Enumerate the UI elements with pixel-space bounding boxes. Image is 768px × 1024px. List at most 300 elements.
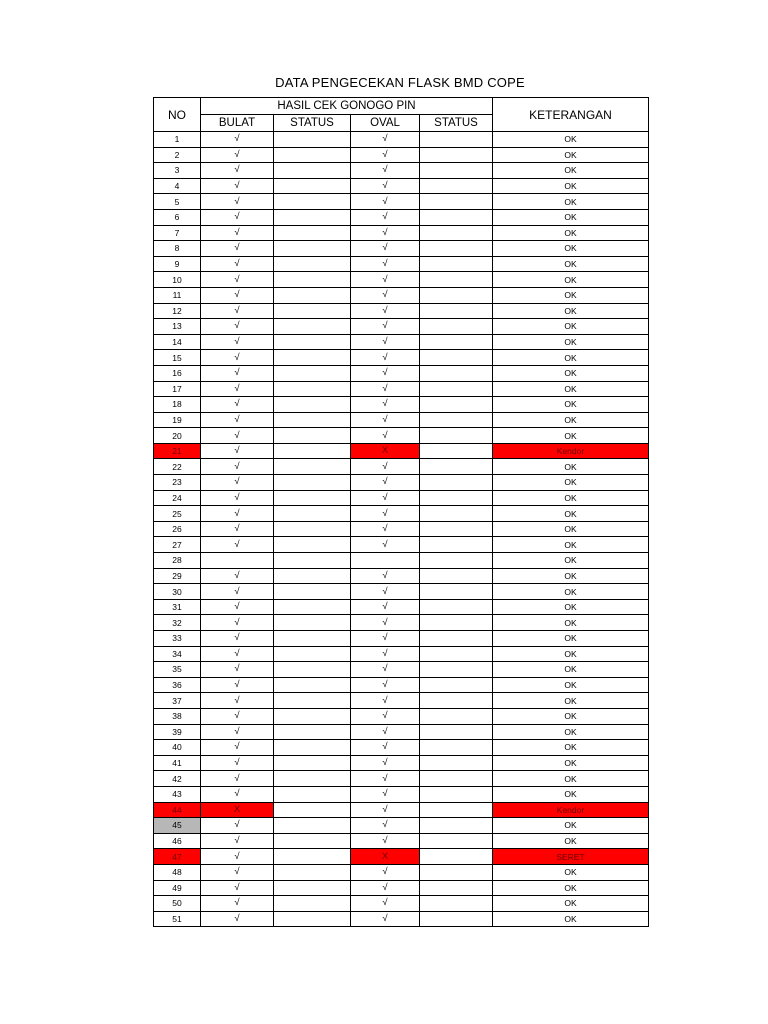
cell-status-oval <box>420 833 493 849</box>
table-row <box>154 662 649 678</box>
cell-no: 44 <box>154 802 201 818</box>
cell-no: 1 <box>154 132 201 148</box>
cell-no: 36 <box>154 677 201 693</box>
cell-status-oval <box>420 724 493 740</box>
cell-bulat: √ <box>201 724 274 740</box>
cell-status-oval <box>420 490 493 506</box>
cell-status-bulat <box>274 646 351 662</box>
cell-no: 9 <box>154 256 201 272</box>
cell-keterangan: OK <box>493 287 649 303</box>
cell-no: 33 <box>154 631 201 647</box>
cell-status-bulat <box>274 693 351 709</box>
header-group: HASIL CEK GONOGO PIN <box>201 98 493 115</box>
cell-status-bulat <box>274 506 351 522</box>
cell-status-oval <box>420 319 493 335</box>
cell-bulat: √ <box>201 225 274 241</box>
cell-oval: √ <box>351 771 420 787</box>
cell-oval: √ <box>351 880 420 896</box>
table-row <box>154 256 649 272</box>
flask-check-table <box>153 97 649 927</box>
cell-no: 29 <box>154 568 201 584</box>
cell-oval: √ <box>351 833 420 849</box>
cell-keterangan: OK <box>493 599 649 615</box>
cell-no: 51 <box>154 911 201 927</box>
cell-keterangan: OK <box>493 521 649 537</box>
cell-bulat: √ <box>201 178 274 194</box>
cell-keterangan: OK <box>493 381 649 397</box>
table-row <box>154 849 649 865</box>
table-row <box>154 132 649 148</box>
cell-bulat: √ <box>201 287 274 303</box>
cell-status-bulat <box>274 521 351 537</box>
cell-keterangan: OK <box>493 209 649 225</box>
cell-bulat: X <box>201 802 274 818</box>
cell-status-bulat <box>274 490 351 506</box>
cell-status-oval <box>420 771 493 787</box>
cell-status-bulat <box>274 475 351 491</box>
cell-bulat: √ <box>201 256 274 272</box>
table-row <box>154 693 649 709</box>
cell-no: 3 <box>154 163 201 179</box>
cell-status-oval <box>420 584 493 600</box>
table-row <box>154 225 649 241</box>
cell-status-bulat <box>274 428 351 444</box>
table-row <box>154 802 649 818</box>
table-row <box>154 397 649 413</box>
cell-no: 7 <box>154 225 201 241</box>
cell-keterangan: OK <box>493 178 649 194</box>
cell-status-bulat <box>274 163 351 179</box>
header-status-oval: STATUS <box>420 115 493 132</box>
cell-no: 38 <box>154 708 201 724</box>
table-row <box>154 646 649 662</box>
cell-keterangan: OK <box>493 631 649 647</box>
cell-status-oval <box>420 381 493 397</box>
cell-no: 13 <box>154 319 201 335</box>
cell-keterangan: OK <box>493 568 649 584</box>
table-row <box>154 864 649 880</box>
cell-keterangan: OK <box>493 911 649 927</box>
cell-bulat: √ <box>201 241 274 257</box>
cell-status-bulat <box>274 350 351 366</box>
cell-bulat: √ <box>201 365 274 381</box>
table-row <box>154 631 649 647</box>
cell-keterangan: OK <box>493 662 649 678</box>
cell-status-bulat <box>274 397 351 413</box>
cell-no: 18 <box>154 397 201 413</box>
table-row <box>154 241 649 257</box>
cell-bulat: √ <box>201 412 274 428</box>
table-row <box>154 755 649 771</box>
cell-status-oval <box>420 677 493 693</box>
cell-no: 12 <box>154 303 201 319</box>
cell-bulat: √ <box>201 428 274 444</box>
cell-no: 40 <box>154 740 201 756</box>
cell-oval: √ <box>351 381 420 397</box>
cell-keterangan: OK <box>493 334 649 350</box>
cell-status-oval <box>420 287 493 303</box>
cell-keterangan: OK <box>493 147 649 163</box>
cell-status-bulat <box>274 896 351 912</box>
cell-no: 22 <box>154 459 201 475</box>
cell-keterangan: OK <box>493 319 649 335</box>
cell-no: 14 <box>154 334 201 350</box>
cell-no: 32 <box>154 615 201 631</box>
cell-bulat: √ <box>201 459 274 475</box>
cell-oval: √ <box>351 194 420 210</box>
cell-bulat: √ <box>201 506 274 522</box>
cell-bulat: √ <box>201 833 274 849</box>
cell-oval: √ <box>351 365 420 381</box>
cell-bulat: √ <box>201 631 274 647</box>
table-row <box>154 708 649 724</box>
cell-oval: √ <box>351 584 420 600</box>
cell-status-bulat <box>274 615 351 631</box>
cell-status-oval <box>420 178 493 194</box>
cell-status-bulat <box>274 443 351 459</box>
cell-keterangan: OK <box>493 755 649 771</box>
cell-no: 35 <box>154 662 201 678</box>
cell-status-oval <box>420 849 493 865</box>
cell-keterangan: OK <box>493 708 649 724</box>
cell-oval: √ <box>351 272 420 288</box>
cell-status-bulat <box>274 724 351 740</box>
cell-bulat: √ <box>201 755 274 771</box>
cell-status-oval <box>420 662 493 678</box>
cell-bulat: √ <box>201 132 274 148</box>
cell-status-oval <box>420 428 493 444</box>
cell-keterangan: OK <box>493 818 649 834</box>
cell-bulat: √ <box>201 303 274 319</box>
cell-oval: √ <box>351 802 420 818</box>
cell-status-bulat <box>274 132 351 148</box>
cell-status-bulat <box>274 287 351 303</box>
cell-keterangan: OK <box>493 693 649 709</box>
table-row <box>154 771 649 787</box>
cell-keterangan: OK <box>493 584 649 600</box>
cell-status-bulat <box>274 677 351 693</box>
cell-bulat: √ <box>201 272 274 288</box>
cell-status-oval <box>420 896 493 912</box>
cell-status-oval <box>420 864 493 880</box>
cell-oval: √ <box>351 786 420 802</box>
cell-status-bulat <box>274 662 351 678</box>
cell-oval: √ <box>351 537 420 553</box>
cell-keterangan: OK <box>493 740 649 756</box>
cell-status-oval <box>420 506 493 522</box>
cell-oval: X <box>351 849 420 865</box>
cell-status-bulat <box>274 740 351 756</box>
table-row <box>154 334 649 350</box>
cell-keterangan: OK <box>493 833 649 849</box>
cell-keterangan: Kendor <box>493 443 649 459</box>
cell-status-bulat <box>274 631 351 647</box>
cell-keterangan: OK <box>493 771 649 787</box>
table-row <box>154 896 649 912</box>
cell-oval: √ <box>351 708 420 724</box>
cell-keterangan: OK <box>493 163 649 179</box>
cell-no: 11 <box>154 287 201 303</box>
cell-keterangan: OK <box>493 896 649 912</box>
cell-status-oval <box>420 537 493 553</box>
cell-no: 27 <box>154 537 201 553</box>
cell-keterangan: OK <box>493 428 649 444</box>
cell-status-oval <box>420 412 493 428</box>
cell-status-bulat <box>274 381 351 397</box>
cell-oval: √ <box>351 163 420 179</box>
cell-oval: √ <box>351 428 420 444</box>
cell-status-oval <box>420 786 493 802</box>
cell-bulat: √ <box>201 568 274 584</box>
cell-status-oval <box>420 365 493 381</box>
cell-status-bulat <box>274 864 351 880</box>
cell-oval: √ <box>351 677 420 693</box>
table-row <box>154 818 649 834</box>
cell-oval: √ <box>351 646 420 662</box>
table-row <box>154 428 649 444</box>
cell-bulat: √ <box>201 740 274 756</box>
cell-oval: √ <box>351 818 420 834</box>
table-row <box>154 568 649 584</box>
cell-bulat: √ <box>201 397 274 413</box>
cell-oval: √ <box>351 412 420 428</box>
cell-keterangan: OK <box>493 677 649 693</box>
cell-status-bulat <box>274 802 351 818</box>
cell-oval: √ <box>351 319 420 335</box>
cell-keterangan: OK <box>493 241 649 257</box>
table-row <box>154 833 649 849</box>
cell-status-bulat <box>274 272 351 288</box>
page-title: DATA PENGECEKAN FLASK BMD COPE <box>275 75 525 90</box>
cell-bulat: √ <box>201 443 274 459</box>
cell-status-bulat <box>274 755 351 771</box>
table-row <box>154 537 649 553</box>
cell-keterangan: OK <box>493 646 649 662</box>
cell-status-bulat <box>274 849 351 865</box>
cell-no: 4 <box>154 178 201 194</box>
cell-oval: √ <box>351 256 420 272</box>
header-no: NO <box>154 98 201 132</box>
cell-bulat: √ <box>201 475 274 491</box>
cell-bulat: √ <box>201 599 274 615</box>
cell-bulat: √ <box>201 209 274 225</box>
cell-oval: √ <box>351 755 420 771</box>
table-row <box>154 272 649 288</box>
cell-keterangan: OK <box>493 194 649 210</box>
cell-status-bulat <box>274 708 351 724</box>
table-row <box>154 677 649 693</box>
cell-no: 8 <box>154 241 201 257</box>
cell-keterangan: OK <box>493 506 649 522</box>
table-row <box>154 740 649 756</box>
cell-oval: √ <box>351 740 420 756</box>
cell-no: 43 <box>154 786 201 802</box>
cell-no: 6 <box>154 209 201 225</box>
cell-oval: √ <box>351 147 420 163</box>
cell-status-bulat <box>274 334 351 350</box>
cell-oval: √ <box>351 178 420 194</box>
cell-bulat: √ <box>201 537 274 553</box>
cell-oval: √ <box>351 225 420 241</box>
cell-bulat: √ <box>201 381 274 397</box>
cell-no: 5 <box>154 194 201 210</box>
table-row <box>154 178 649 194</box>
cell-status-bulat <box>274 459 351 475</box>
table-row <box>154 599 649 615</box>
cell-bulat: √ <box>201 615 274 631</box>
cell-oval: √ <box>351 490 420 506</box>
cell-status-bulat <box>274 225 351 241</box>
table-row <box>154 147 649 163</box>
cell-status-bulat <box>274 818 351 834</box>
cell-no: 21 <box>154 443 201 459</box>
table-row <box>154 615 649 631</box>
cell-no: 42 <box>154 771 201 787</box>
cell-oval: √ <box>351 303 420 319</box>
cell-oval: √ <box>351 631 420 647</box>
cell-keterangan: Kendor <box>493 802 649 818</box>
cell-status-bulat <box>274 147 351 163</box>
cell-oval: √ <box>351 724 420 740</box>
cell-bulat: √ <box>201 693 274 709</box>
cell-bulat: √ <box>201 880 274 896</box>
cell-oval: √ <box>351 334 420 350</box>
cell-status-oval <box>420 475 493 491</box>
table-row <box>154 553 649 569</box>
cell-status-bulat <box>274 241 351 257</box>
cell-no: 37 <box>154 693 201 709</box>
table-row <box>154 303 649 319</box>
cell-bulat: √ <box>201 334 274 350</box>
table-row <box>154 521 649 537</box>
header-status-bulat: STATUS <box>274 115 351 132</box>
cell-oval: X <box>351 443 420 459</box>
table-row <box>154 911 649 927</box>
cell-status-oval <box>420 631 493 647</box>
cell-status-oval <box>420 553 493 569</box>
cell-no: 45 <box>154 818 201 834</box>
cell-status-bulat <box>274 537 351 553</box>
cell-keterangan: OK <box>493 553 649 569</box>
cell-status-oval <box>420 350 493 366</box>
cell-no: 26 <box>154 521 201 537</box>
cell-no: 46 <box>154 833 201 849</box>
cell-status-bulat <box>274 412 351 428</box>
cell-no: 20 <box>154 428 201 444</box>
cell-keterangan: OK <box>493 132 649 148</box>
cell-keterangan: OK <box>493 365 649 381</box>
cell-keterangan: SERET <box>493 849 649 865</box>
cell-bulat: √ <box>201 521 274 537</box>
cell-keterangan: OK <box>493 225 649 241</box>
table-row <box>154 880 649 896</box>
cell-no: 49 <box>154 880 201 896</box>
table-row <box>154 459 649 475</box>
cell-oval: √ <box>351 459 420 475</box>
cell-status-bulat <box>274 833 351 849</box>
cell-bulat: √ <box>201 163 274 179</box>
table-row <box>154 209 649 225</box>
cell-no: 31 <box>154 599 201 615</box>
cell-oval: √ <box>351 911 420 927</box>
cell-status-oval <box>420 802 493 818</box>
cell-status-oval <box>420 303 493 319</box>
cell-no: 25 <box>154 506 201 522</box>
cell-status-oval <box>420 459 493 475</box>
cell-keterangan: OK <box>493 490 649 506</box>
cell-status-oval <box>420 163 493 179</box>
cell-bulat: √ <box>201 896 274 912</box>
cell-status-bulat <box>274 209 351 225</box>
cell-status-bulat <box>274 178 351 194</box>
cell-oval: √ <box>351 599 420 615</box>
cell-status-oval <box>420 818 493 834</box>
cell-status-oval <box>420 755 493 771</box>
cell-status-oval <box>420 568 493 584</box>
cell-bulat: √ <box>201 771 274 787</box>
cell-oval: √ <box>351 615 420 631</box>
cell-status-oval <box>420 615 493 631</box>
cell-no: 47 <box>154 849 201 865</box>
cell-status-oval <box>420 708 493 724</box>
cell-keterangan: OK <box>493 786 649 802</box>
cell-status-oval <box>420 241 493 257</box>
cell-bulat: √ <box>201 849 274 865</box>
cell-bulat: √ <box>201 677 274 693</box>
cell-bulat: √ <box>201 646 274 662</box>
cell-no: 30 <box>154 584 201 600</box>
cell-bulat: √ <box>201 584 274 600</box>
cell-status-oval <box>420 194 493 210</box>
cell-keterangan: OK <box>493 272 649 288</box>
cell-oval: √ <box>351 568 420 584</box>
cell-keterangan: OK <box>493 537 649 553</box>
cell-no: 41 <box>154 755 201 771</box>
cell-keterangan: OK <box>493 459 649 475</box>
cell-keterangan: OK <box>493 256 649 272</box>
cell-status-bulat <box>274 771 351 787</box>
cell-keterangan: OK <box>493 724 649 740</box>
cell-status-oval <box>420 132 493 148</box>
cell-status-bulat <box>274 786 351 802</box>
cell-oval: √ <box>351 132 420 148</box>
table-row <box>154 475 649 491</box>
cell-status-oval <box>420 272 493 288</box>
cell-no: 24 <box>154 490 201 506</box>
header-keterangan: KETERANGAN <box>493 98 649 132</box>
cell-no: 39 <box>154 724 201 740</box>
cell-status-oval <box>420 911 493 927</box>
cell-oval: √ <box>351 693 420 709</box>
cell-no: 50 <box>154 896 201 912</box>
table-row <box>154 490 649 506</box>
cell-keterangan: OK <box>493 880 649 896</box>
cell-oval: √ <box>351 506 420 522</box>
cell-no: 28 <box>154 553 201 569</box>
cell-status-bulat <box>274 584 351 600</box>
cell-keterangan: OK <box>493 864 649 880</box>
cell-bulat: √ <box>201 786 274 802</box>
cell-bulat: √ <box>201 911 274 927</box>
cell-bulat: √ <box>201 147 274 163</box>
header-oval: OVAL <box>351 115 420 132</box>
cell-status-bulat <box>274 568 351 584</box>
cell-oval: √ <box>351 521 420 537</box>
cell-oval: √ <box>351 350 420 366</box>
table-header <box>154 98 649 132</box>
cell-no: 19 <box>154 412 201 428</box>
table-row <box>154 724 649 740</box>
